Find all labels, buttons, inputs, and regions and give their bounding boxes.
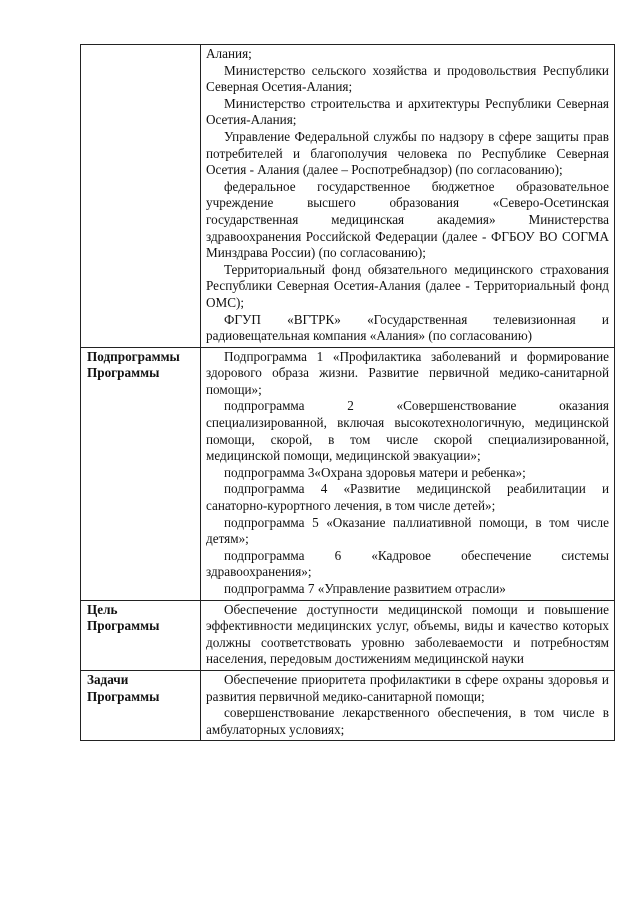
row-content-cell — [201, 347, 615, 600]
content-paragraph: Алания; — [206, 46, 252, 61]
row-heading-line: Программы — [87, 618, 160, 634]
content-paragraph: подпрограмма 7 «Управление развитием отрасли» — [224, 581, 506, 596]
content-paragraph: Министерство сельского хозяйства и продовольствия Республики Северная Осетия-Алания; — [206, 62, 609, 95]
content-paragraph: совершенствование лекарственного обеспечения, в том числе в амбулаторных условиях; — [206, 705, 609, 737]
document-page — [80, 44, 615, 741]
row-heading-line: Подпрограммы — [87, 348, 180, 364]
content-paragraph: Управление Федеральной службы по надзору в сфере защиты прав потребителей и благополучия человека по Республике Северная Осетия - Алания (далее – Роспотребнадзор) (по согласованию); — [206, 128, 609, 178]
row-heading-cell — [81, 45, 201, 348]
content-paragraph: подпрограмма 2 «Совершенствование оказания специализированной, включая высокотехнологичную, медицинской помощи, скорой, в том числе скорой специализированной, медицинской помощи, медицинской эвакуации»; — [206, 398, 609, 464]
row-heading-line: Задачи — [87, 671, 129, 687]
row-heading-cell — [81, 347, 201, 600]
content-paragraph: Обеспечение доступности медицинской помощи и повышение эффективности медицинских услуг, объемы, виды и качество которых должны соответствовать уровню заболеваемости и потребностям населения, передовым достижениям медицинской науки — [206, 601, 609, 667]
content-paragraph: Подпрограмма 1 «Профилактика заболеваний и формирование здорового образа жизни. Развитие первичной медико-санитарной помощи»; — [206, 348, 609, 397]
row-content-cell — [201, 600, 615, 670]
content-paragraph: ФГУП «ВГТРК» «Государственная телевизионная и радиовещательная компания «Алания» (по согласованию) — [206, 311, 609, 344]
content-paragraph: Территориальный фонд обязательного медицинского страхования Республики Северная Осетия-Алания (далее - Территориальный фонд ОМС); — [206, 261, 609, 310]
table-row — [81, 600, 615, 670]
table-row — [81, 45, 615, 348]
row-heading-cell — [81, 600, 201, 670]
content-paragraph: подпрограмма 4 «Развитие медицинской реабилитации и санаторно-курортного лечения, в том числе детей»; — [206, 481, 609, 514]
content-paragraph: федеральное государственное бюджетное образовательное учреждение высшего образования «Северо-Осетинская государственная медицинская академия» Министерства здравоохранения Российской Федерации (далее - ФГБОУ ВО СОГМА Минздрава России) (по согласованию); — [206, 178, 609, 261]
content-paragraph: Министерство строительства и архитектуры Республики Северная Осетия-Алания; — [206, 95, 609, 128]
row-heading-line: Программы — [87, 365, 160, 381]
content-paragraph: подпрограмма 5 «Оказание паллиативной помощи, в том числе детям»; — [206, 514, 609, 547]
row-heading-line: Программы — [87, 688, 160, 704]
content-paragraph: подпрограмма 6 «Кадровое обеспечение системы здравоохранения»; — [206, 547, 609, 580]
row-heading-cell — [81, 670, 201, 740]
table-body — [81, 45, 615, 741]
content-paragraph: Обеспечение приоритета профилактики в сфере охраны здоровья и развития первичной медико-санитарной помощи; — [206, 671, 609, 704]
content-paragraph: подпрограмма 3«Охрана здоровья матери и ребенка»; — [224, 464, 526, 480]
table-row — [81, 347, 615, 600]
row-content-cell — [201, 670, 615, 740]
program-passport-table — [80, 44, 615, 741]
row-heading-line: Цель — [87, 601, 118, 617]
table-row — [81, 670, 615, 740]
row-content-cell — [201, 45, 615, 348]
